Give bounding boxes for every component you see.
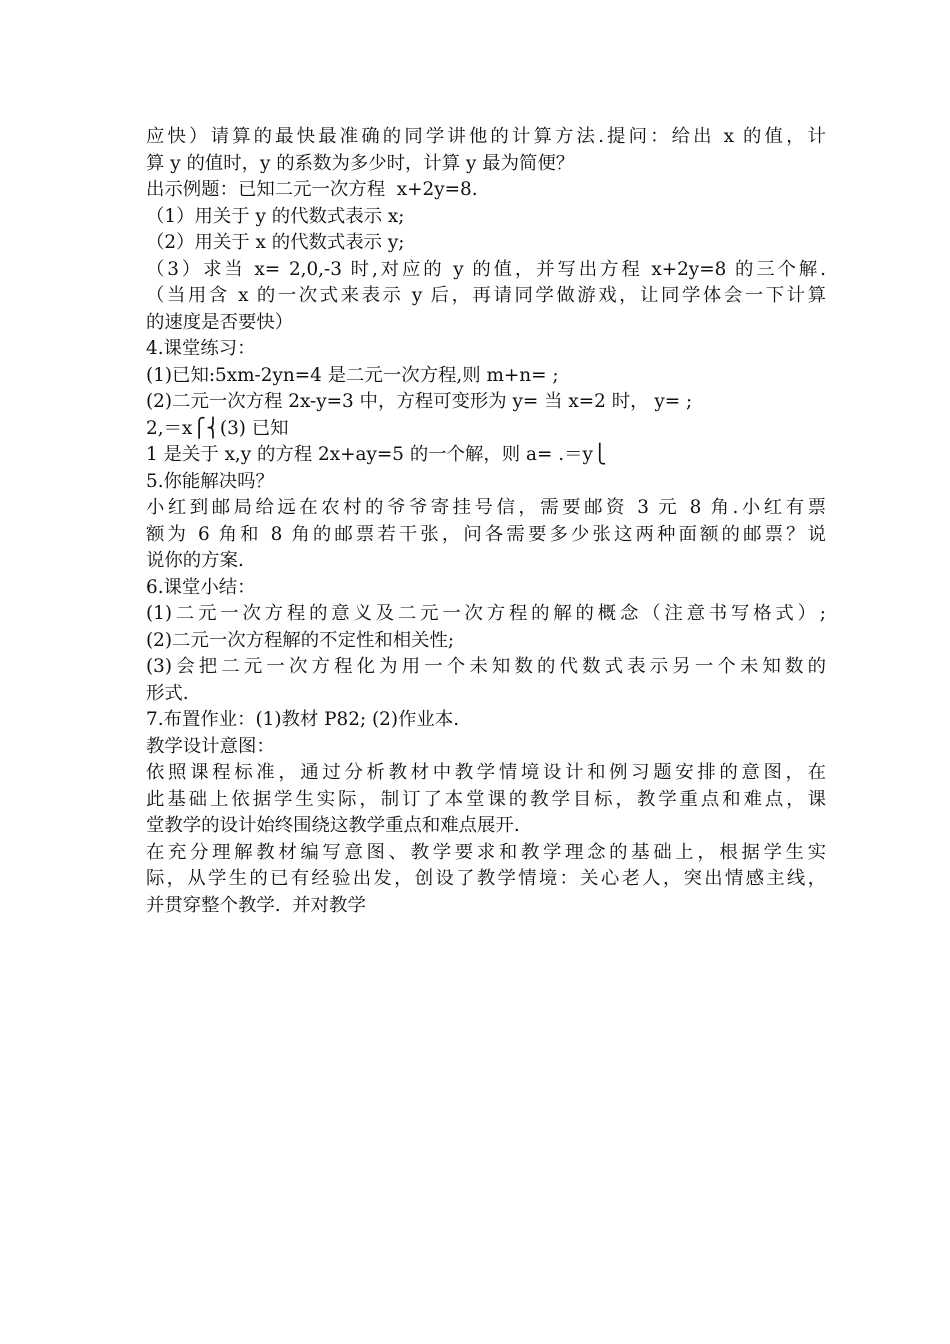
- text-line: （当用含 x 的一次式来表示 y 后，再请同学做游戏，让同学体会一下计算: [146, 285, 826, 306]
- text-line: 额为 6 角和 8 角的邮票若干张，问各需要多少张这两种面额的邮票？说: [146, 523, 826, 545]
- document-page: [146, 124, 826, 919]
- text-line: 出示例题：已知二元一次方程 x+2y=8.: [146, 179, 478, 200]
- text-line: 6.课堂小结：: [146, 576, 256, 598]
- text-line: 堂教学的设计始终围绕这教学重点和难点展开.: [146, 815, 520, 836]
- text-line: 说你的方案.: [146, 550, 244, 571]
- text-line: (1)二元一次方程的意义及二元一次方程的解的概念（注意书写格式）;: [146, 603, 826, 624]
- text-line: 4.课堂练习：: [146, 338, 256, 359]
- text-line: 此基础上依据学生实际，制订了本堂课的教学目标，教学重点和难点，课: [146, 788, 826, 810]
- text-line: 在充分理解教材编写意图、教学要求和教学理念的基础上，根据学生实: [146, 841, 826, 863]
- text-line: 应快）请算的最快最准确的同学讲他的计算方法.提问：给出 x 的值，计: [146, 126, 826, 147]
- text-line: 际，从学生的已有经验出发，创设了教学情境：关心老人，突出情感主线，: [146, 868, 826, 889]
- text-line: (2)二元一次方程 2x-y=3 中，方程可变形为 y= 当 x=2 时， y= ;: [146, 391, 693, 412]
- text-line: 5.你能解决吗？: [146, 470, 274, 492]
- text-line: 小红到邮局给远在农村的爷爷寄挂号信，需要邮资 3 元 8 角.小红有票: [146, 497, 826, 518]
- text-line: (1)已知:5xm-2yn=4 是二元一次方程,则 m+n= ;: [146, 364, 559, 386]
- text-line: 形式.: [146, 682, 189, 704]
- text-line: (2)二元一次方程解的不定性和相关性;: [146, 629, 455, 651]
- text-line: 算 y 的值时，y 的系数为多少时，计算 y 最为简便？: [146, 152, 575, 174]
- text-line: 依照课程标准，通过分析教材中教学情境设计和例习题安排的意图，在: [146, 762, 826, 783]
- text-line: 的速度是否要快）: [146, 311, 294, 333]
- text-line: （2）用关于 x 的代数式表示 y;: [146, 232, 405, 253]
- text-line: 并贯穿整个教学. 并对教学: [146, 894, 366, 916]
- text-line: 1 是关于 x,y 的方程 2x+ay=5 的一个解，则 a= .＝y⎩: [146, 444, 607, 465]
- text-line: 2,＝x⎧⎨(3) 已知: [146, 417, 289, 439]
- text-line: （1）用关于 y 的代数式表示 x;: [146, 205, 405, 227]
- text-line: 教学设计意图：: [146, 735, 275, 757]
- text-line: （3）求当 x= 2,0,-3 时,对应的 y 的值，并写出方程 x+2y=8 的三个解.: [146, 258, 826, 280]
- text-line: 7.布置作业：(1)教材 P82; (2)作业本.: [146, 709, 460, 730]
- text-line: (3)会把二元一次方程化为用一个未知数的代数式表示另一个未知数的: [146, 656, 826, 677]
